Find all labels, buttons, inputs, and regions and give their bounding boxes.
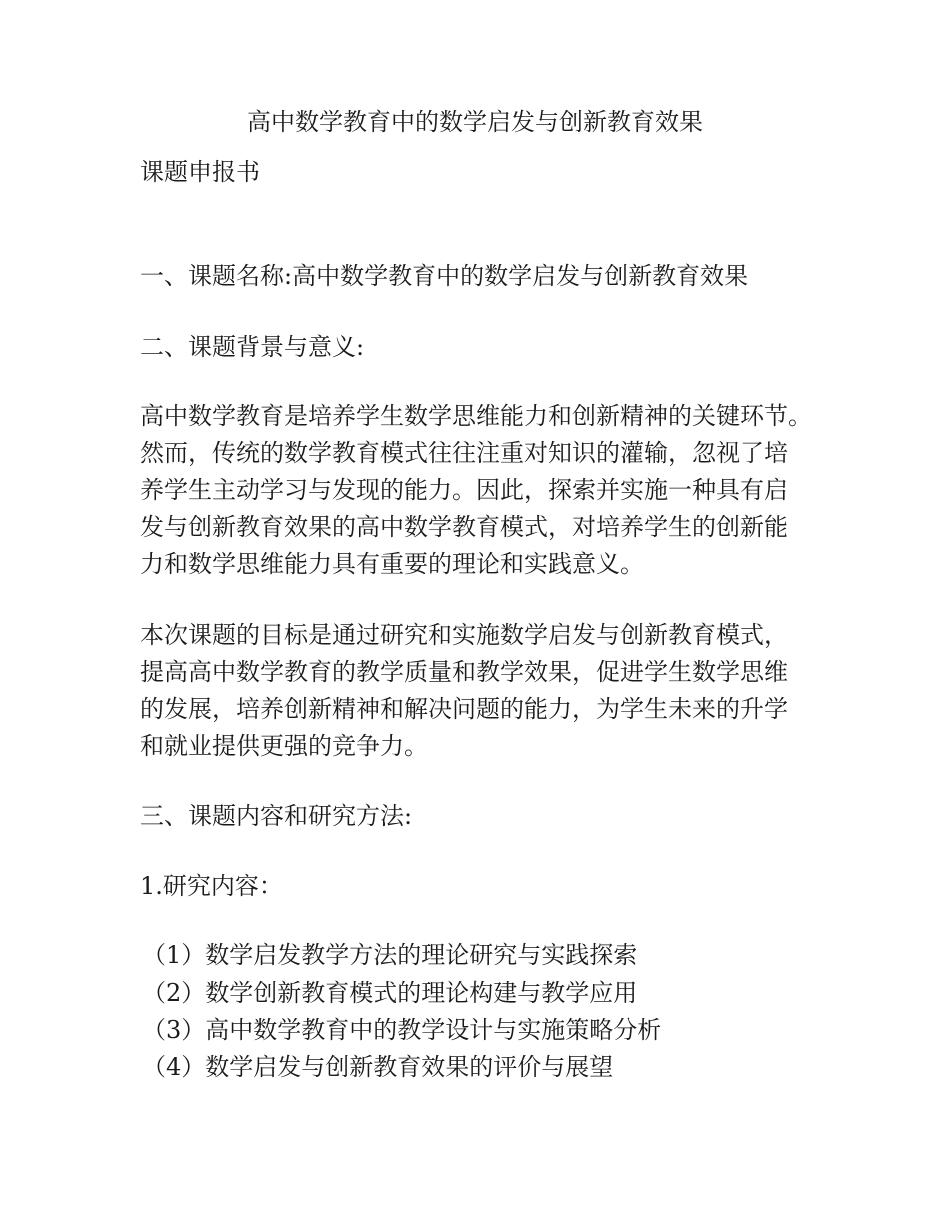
section-heading-background: 二、课题背景与意义: xyxy=(140,333,365,361)
section-heading-content-methods: 三、课题内容和研究方法: xyxy=(140,802,413,830)
paragraph-line: 养学生主动学习与发现的能力。因此，探索并实施一种具有启 xyxy=(140,476,788,504)
list-item: （3）高中数学教育中的教学设计与实施策略分析 xyxy=(142,1016,662,1044)
paragraph-line: 发与创新教育效果的高中数学教育模式，对培养学生的创新能 xyxy=(140,513,788,541)
document-title: 高中数学教育中的数学启发与创新教育效果 xyxy=(247,108,703,136)
paragraph-line: 本次课题的目标是通过研究和实施数学启发与创新教育模式， xyxy=(140,621,788,649)
list-item: （2）数学创新教育模式的理论构建与教学应用 xyxy=(142,979,638,1007)
subsection-heading-research-content: 1.研究内容： xyxy=(140,872,283,900)
paragraph-line: 提高高中数学教育的教学质量和教学效果，促进学生数学思维 xyxy=(140,658,788,686)
document-subtitle: 课题申报书 xyxy=(140,158,260,186)
paragraph-line: 力和数学思维能力具有重要的理论和实践意义。 xyxy=(140,550,644,578)
paragraph-background xyxy=(140,398,840,583)
paragraph-line: 的发展，培养创新精神和解决问题的能力，为学生未来的升学 xyxy=(140,695,788,723)
list-item: （4）数学启发与创新教育效果的评价与展望 xyxy=(142,1053,614,1081)
paragraph-line: 然而，传统的数学教育模式往往注重对知识的灌输，忽视了培 xyxy=(140,439,788,467)
paragraph-line: 和就业提供更强的竞争力。 xyxy=(140,732,428,760)
paragraph-line: 高中数学教育是培养学生数学思维能力和创新精神的关键环节。 xyxy=(140,402,812,430)
paragraph-goal xyxy=(140,617,840,765)
section-heading-topic-name: 一、课题名称:高中数学教育中的数学启发与创新教育效果 xyxy=(140,262,749,290)
list-item: （1）数学启发教学方法的理论研究与实践探索 xyxy=(142,941,638,969)
